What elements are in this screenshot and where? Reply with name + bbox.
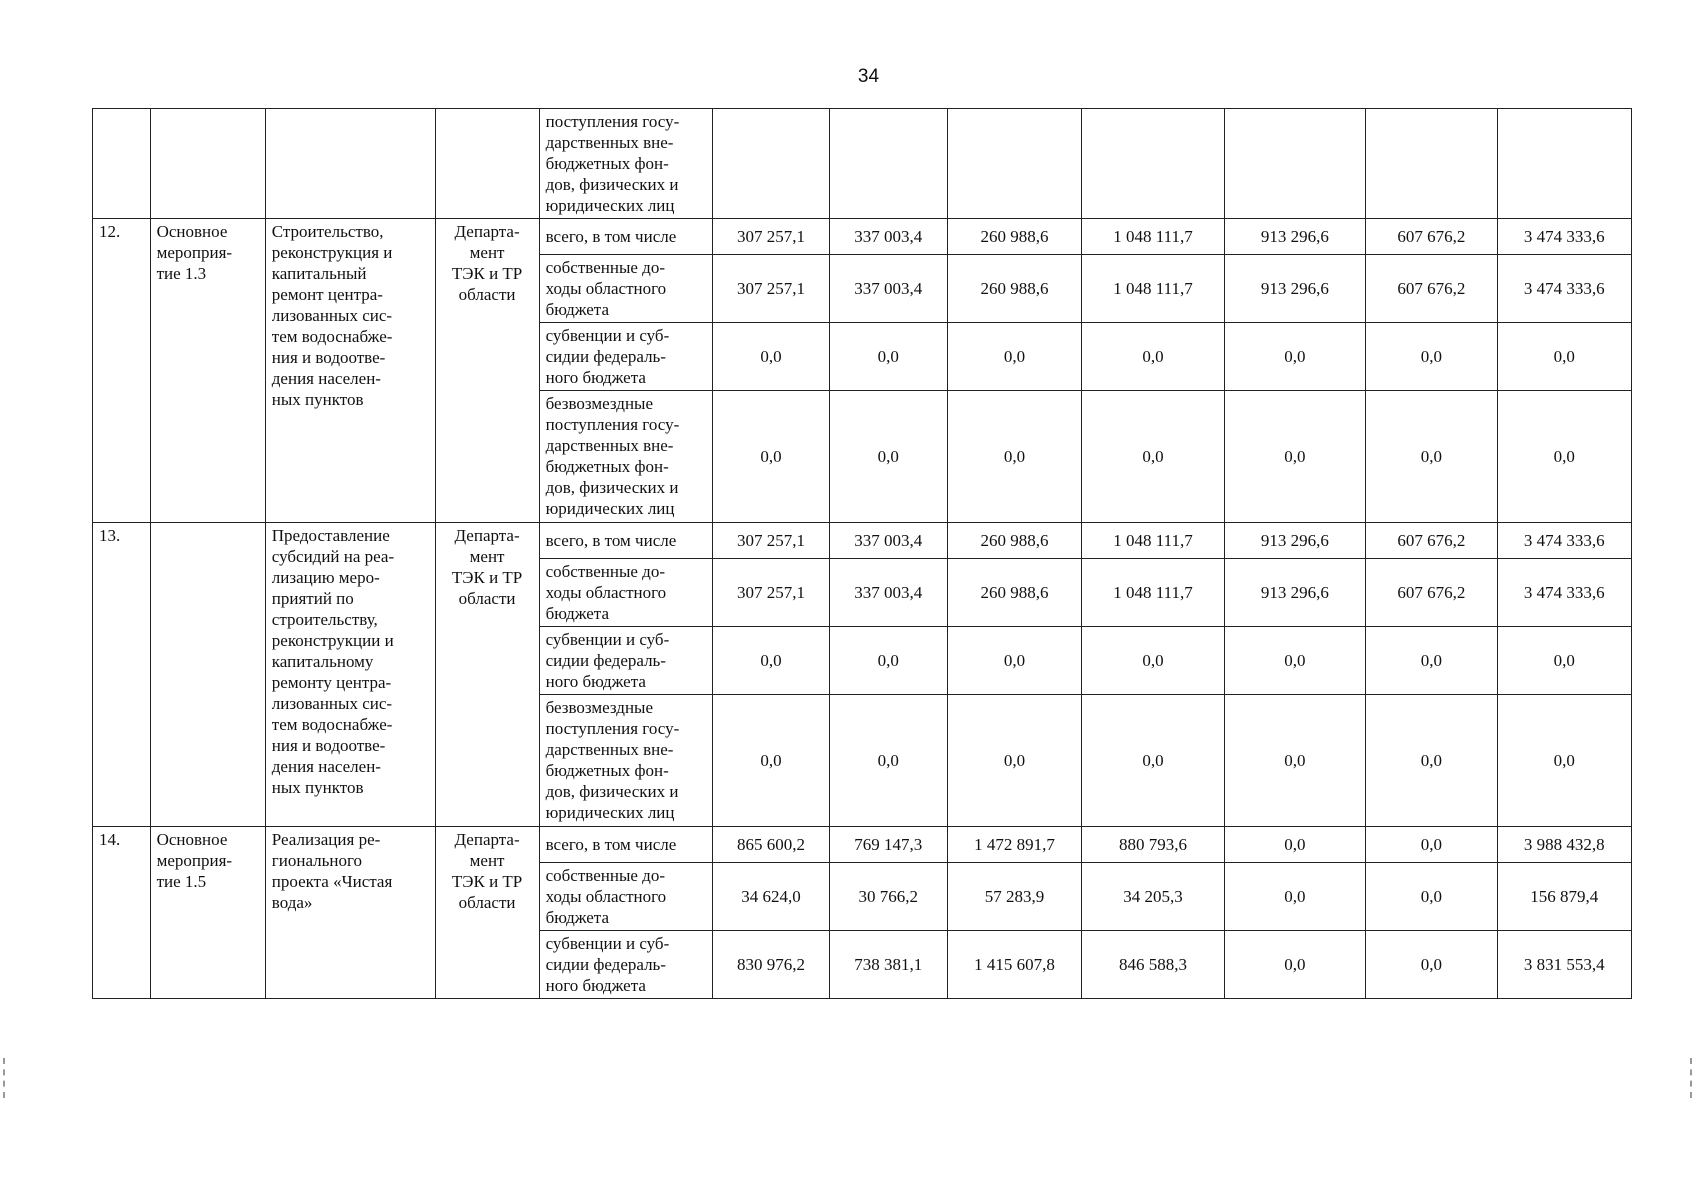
value-cell: 0,0 [1366, 931, 1497, 999]
value-cell: 913 296,6 [1224, 219, 1365, 255]
value-cell: 1 472 891,7 [947, 827, 1081, 863]
source-label: субвенции и суб- сидии федераль- ного бюджета [539, 931, 713, 999]
value-cell: 0,0 [947, 323, 1081, 391]
value-cell: 1 048 111,7 [1082, 559, 1224, 627]
value-cell: 0,0 [1224, 695, 1365, 827]
source-label: собственные до- ходы областного бюджета [539, 863, 713, 931]
value-cell: 156 879,4 [1497, 863, 1631, 931]
value-cell: 260 988,6 [947, 523, 1081, 559]
value-cell: 880 793,6 [1082, 827, 1224, 863]
value-cell: 1 048 111,7 [1082, 255, 1224, 323]
row-number: 12. [93, 219, 151, 523]
value-cell: 0,0 [1366, 863, 1497, 931]
value-cell: 1 048 111,7 [1082, 219, 1224, 255]
value-cell: 307 257,1 [713, 559, 829, 627]
scan-edge-mark-left [3, 1058, 7, 1098]
continuation-row [93, 109, 1632, 219]
measure-type: Основное мероприя- тие 1.5 [150, 827, 265, 999]
source-label: собственные до- ходы областного бюджета [539, 559, 713, 627]
value-cell: 607 676,2 [1366, 523, 1497, 559]
value-cell: 1 415 607,8 [947, 931, 1081, 999]
value-cell: 0,0 [1224, 391, 1365, 523]
value-cell: 0,0 [1082, 391, 1224, 523]
value-cell: 3 831 553,4 [1497, 931, 1631, 999]
value-cell: 0,0 [1497, 627, 1631, 695]
value-cell: 913 296,6 [1224, 523, 1365, 559]
empty-cell [93, 109, 151, 219]
table-row [93, 523, 1632, 559]
table-row [93, 827, 1632, 863]
source-label: всего, в том числе [539, 523, 713, 559]
value-cell: 607 676,2 [1366, 559, 1497, 627]
value-cell: 3 474 333,6 [1497, 219, 1631, 255]
scan-edge-mark-right [1690, 1058, 1694, 1098]
empty-cell [150, 109, 265, 219]
value-cell: 0,0 [1366, 827, 1497, 863]
value-cell: 0,0 [1224, 323, 1365, 391]
value-cell: 0,0 [713, 323, 829, 391]
value-cell: 260 988,6 [947, 219, 1081, 255]
value-cell: 0,0 [1366, 391, 1497, 523]
value-cell: 30 766,2 [829, 863, 947, 931]
value-cell: 0,0 [1366, 695, 1497, 827]
value-cell: 913 296,6 [1224, 255, 1365, 323]
value-cell: 0,0 [1082, 627, 1224, 695]
value-cell: 865 600,2 [713, 827, 829, 863]
measure-name: Реализация ре- гионального проекта «Чистая вода» [265, 827, 435, 999]
source-label: собственные до- ходы областного бюджета [539, 255, 713, 323]
value-cell: 830 976,2 [713, 931, 829, 999]
row-number: 13. [93, 523, 151, 827]
value-cell: 307 257,1 [713, 523, 829, 559]
value-cell: 0,0 [1497, 391, 1631, 523]
measure-name: Предоставление субсидий на реа- лизацию меро- приятий по строительству, реконструкции и капитальному ремонту центра- лизованных сис- тем водоснабже- ния и водоотве- дения населен- ных пунктов [265, 523, 435, 827]
executor: Департа- мент ТЭК и ТР области [435, 523, 539, 827]
source-label: всего, в том числе [539, 827, 713, 863]
value-cell: 0,0 [1224, 863, 1365, 931]
value-cell: 846 588,3 [1082, 931, 1224, 999]
value-cell: 0,0 [713, 695, 829, 827]
value-cell: 769 147,3 [829, 827, 947, 863]
value-cell: 0,0 [829, 695, 947, 827]
value-cell: 1 048 111,7 [1082, 523, 1224, 559]
value-cell: 34 624,0 [713, 863, 829, 931]
source-label: всего, в том числе [539, 219, 713, 255]
executor: Департа- мент ТЭК и ТР области [435, 219, 539, 523]
value-cell: 0,0 [1082, 323, 1224, 391]
value-cell: 0,0 [947, 391, 1081, 523]
value-cell: 0,0 [947, 627, 1081, 695]
empty-value-cell [1366, 109, 1497, 219]
value-cell: 337 003,4 [829, 255, 947, 323]
source-label: безвозмездные поступления госу- дарственных вне- бюджетных фон- дов, физических и юридических лиц [539, 695, 713, 827]
source-label: субвенции и суб- сидии федераль- ного бюджета [539, 627, 713, 695]
value-cell: 738 381,1 [829, 931, 947, 999]
budget-table [92, 108, 1632, 999]
value-cell: 0,0 [1082, 695, 1224, 827]
value-cell: 307 257,1 [713, 219, 829, 255]
value-cell: 0,0 [1224, 627, 1365, 695]
value-cell: 307 257,1 [713, 255, 829, 323]
empty-value-cell [947, 109, 1081, 219]
value-cell: 0,0 [829, 627, 947, 695]
value-cell: 337 003,4 [829, 559, 947, 627]
value-cell: 0,0 [947, 695, 1081, 827]
value-cell: 260 988,6 [947, 255, 1081, 323]
value-cell: 3 474 333,6 [1497, 559, 1631, 627]
value-cell: 607 676,2 [1366, 255, 1497, 323]
value-cell: 0,0 [829, 323, 947, 391]
value-cell: 913 296,6 [1224, 559, 1365, 627]
measure-name: Строительство, реконструкция и капитальный ремонт центра- лизованных сис- тем водоснабже- ния и водоотве- дения населен- ных пунктов [265, 219, 435, 523]
empty-value-cell [1082, 109, 1224, 219]
value-cell: 0,0 [1224, 827, 1365, 863]
value-cell: 0,0 [1366, 627, 1497, 695]
row-number: 14. [93, 827, 151, 999]
value-cell: 0,0 [829, 391, 947, 523]
value-cell: 0,0 [713, 391, 829, 523]
empty-value-cell [829, 109, 947, 219]
value-cell: 34 205,3 [1082, 863, 1224, 931]
value-cell: 260 988,6 [947, 559, 1081, 627]
empty-cell [435, 109, 539, 219]
value-cell: 3 474 333,6 [1497, 255, 1631, 323]
page-number: 34 [857, 66, 880, 87]
value-cell: 0,0 [1497, 323, 1631, 391]
empty-value-cell [713, 109, 829, 219]
empty-cell [265, 109, 435, 219]
measure-type [150, 523, 265, 827]
source-label: безвозмездные поступления госу- дарственных вне- бюджетных фон- дов, физических и юридических лиц [539, 391, 713, 523]
table-row [93, 219, 1632, 255]
empty-value-cell [1224, 109, 1365, 219]
value-cell: 3 988 432,8 [1497, 827, 1631, 863]
source-label: поступления госу- дарственных вне- бюджетных фон- дов, физических и юридических лиц [539, 109, 713, 219]
value-cell: 337 003,4 [829, 219, 947, 255]
source-label: субвенции и суб- сидии федераль- ного бюджета [539, 323, 713, 391]
measure-type: Основное мероприя- тие 1.3 [150, 219, 265, 523]
value-cell: 0,0 [713, 627, 829, 695]
value-cell: 0,0 [1497, 695, 1631, 827]
value-cell: 607 676,2 [1366, 219, 1497, 255]
empty-value-cell [1497, 109, 1631, 219]
value-cell: 57 283,9 [947, 863, 1081, 931]
value-cell: 0,0 [1366, 323, 1497, 391]
value-cell: 3 474 333,6 [1497, 523, 1631, 559]
value-cell: 337 003,4 [829, 523, 947, 559]
executor: Департа- мент ТЭК и ТР области [435, 827, 539, 999]
value-cell: 0,0 [1224, 931, 1365, 999]
